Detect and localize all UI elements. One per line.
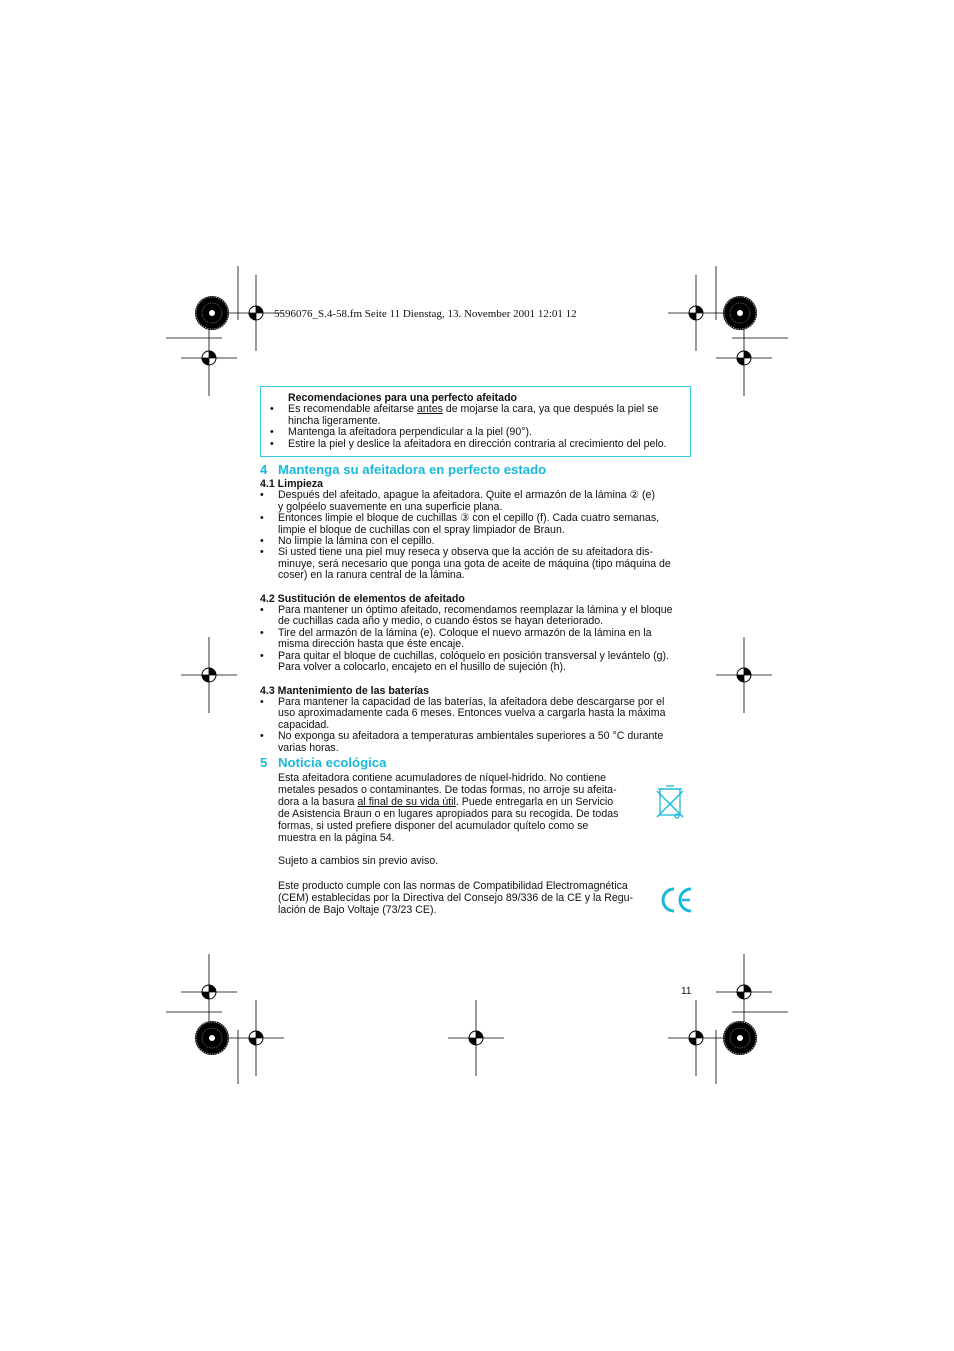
list-item: • Para quitar el bloque de cuchillas, colóquelo en posición transversal y levántelo (g). Para volver a colocarlo, encajeto en el husillo de sujeción (h).	[260, 649, 670, 674]
list-item: • Entonces limpie el bloque de cuchillas ③ con el cepillo (f). Cada cuatro semanas, limpie el bloque de cuchillas con el spray limpiador de Braun.	[260, 512, 660, 536]
list-item: • Estire la piel y deslice la afeitadora en dirección contraria al crecimiento del pelo.	[270, 437, 667, 450]
list-item: • Para mantener la capacidad de las baterías, la afeitadora debe descargarse por el uso aproximadamente cada 6 meses. Entonces vuelva a cargarla hasta la máxima capacidad.	[260, 695, 666, 731]
compliance-paragraph: Este producto cumple con las normas de Compatibilidad Electromagnética (CEM) establecidas por la Directiva del Consejo 89/336 de la CE y la Regu- lación de Bajo Voltaje (73/23 CE).	[278, 880, 634, 916]
list-item: • Es recomendable afeitarse antes de mojarse la cara, ya que después la piel se hincha ligeramente.	[270, 403, 659, 427]
notice-paragraph: Sujeto a cambios sin previo aviso.	[278, 855, 439, 867]
list-item: • Si usted tiene una piel muy reseca y observa que la acción de su afeitadora dis- minuye, será necesario que ponga una gota de aceite de máquina (tipo máquina de coser) en la ranura central de la lámina.	[260, 546, 671, 582]
list-item: • No limpie la lámina con el cepillo.	[260, 535, 435, 548]
file-header-line: 5596076_S.4-58.fm Seite 11 Dienstag, 13. November 2001 12:01 12	[274, 308, 577, 320]
subsection-title: 4.3 Mantenimiento de las baterías	[260, 684, 429, 697]
page-number: 11	[681, 986, 692, 997]
list-item: • Para mantener un óptimo afeitado, recomendamos reemplazar la lámina y el bloque de cuchillas cada año y medio, o cuando éstos se hayan deteriorado.	[260, 604, 673, 628]
subsection-title: 4.2 Sustitución de elementos de afeitado	[260, 592, 465, 605]
section-4-heading: 4 Mantenga su afeitadora en perfecto estado	[260, 462, 547, 477]
list-item: • No exponga su afeitadora a temperaturas ambientales superiores a 50 °C durante varias horas.	[260, 730, 664, 754]
tips-content	[270, 393, 688, 450]
section-4-body	[260, 479, 700, 754]
eco-paragraph: Esta afeitadora contiene acumuladores de níquel-hidrido. No contiene metales pesados o contaminantes. De todas formas, no arroje su afeita- dora a la basura al final de su vida útil. Puede entregarla en un Servicio de Asistencia Braun o en lugares apropiados para su recogida. De todas formas, si usted prefiere disponer del acumulador quítelo como se muestra en la página 54.	[278, 772, 619, 844]
ce-mark-icon	[660, 886, 694, 914]
crossed-out-wheelie-bin-icon	[655, 783, 685, 821]
tips-title: Recomendaciones para una perfecto afeitado	[288, 392, 518, 404]
section-5-heading: 5 Noticia ecológica	[260, 755, 387, 770]
list-item: • Mantenga la afeitadora perpendicular a la piel (90°).	[270, 426, 532, 439]
list-item: • Tire del armazón de la lámina (e). Coloque el nuevo armazón de la lámina en la misma dirección hasta que éste encaje.	[260, 626, 652, 651]
subsection-title: 4.1 Limpieza	[260, 478, 323, 490]
list-item: • Después del afeitado, apague la afeitadora. Quite el armazón de la lámina ② (e) y golpéelo suavemente en una superficie plana.	[260, 489, 655, 513]
